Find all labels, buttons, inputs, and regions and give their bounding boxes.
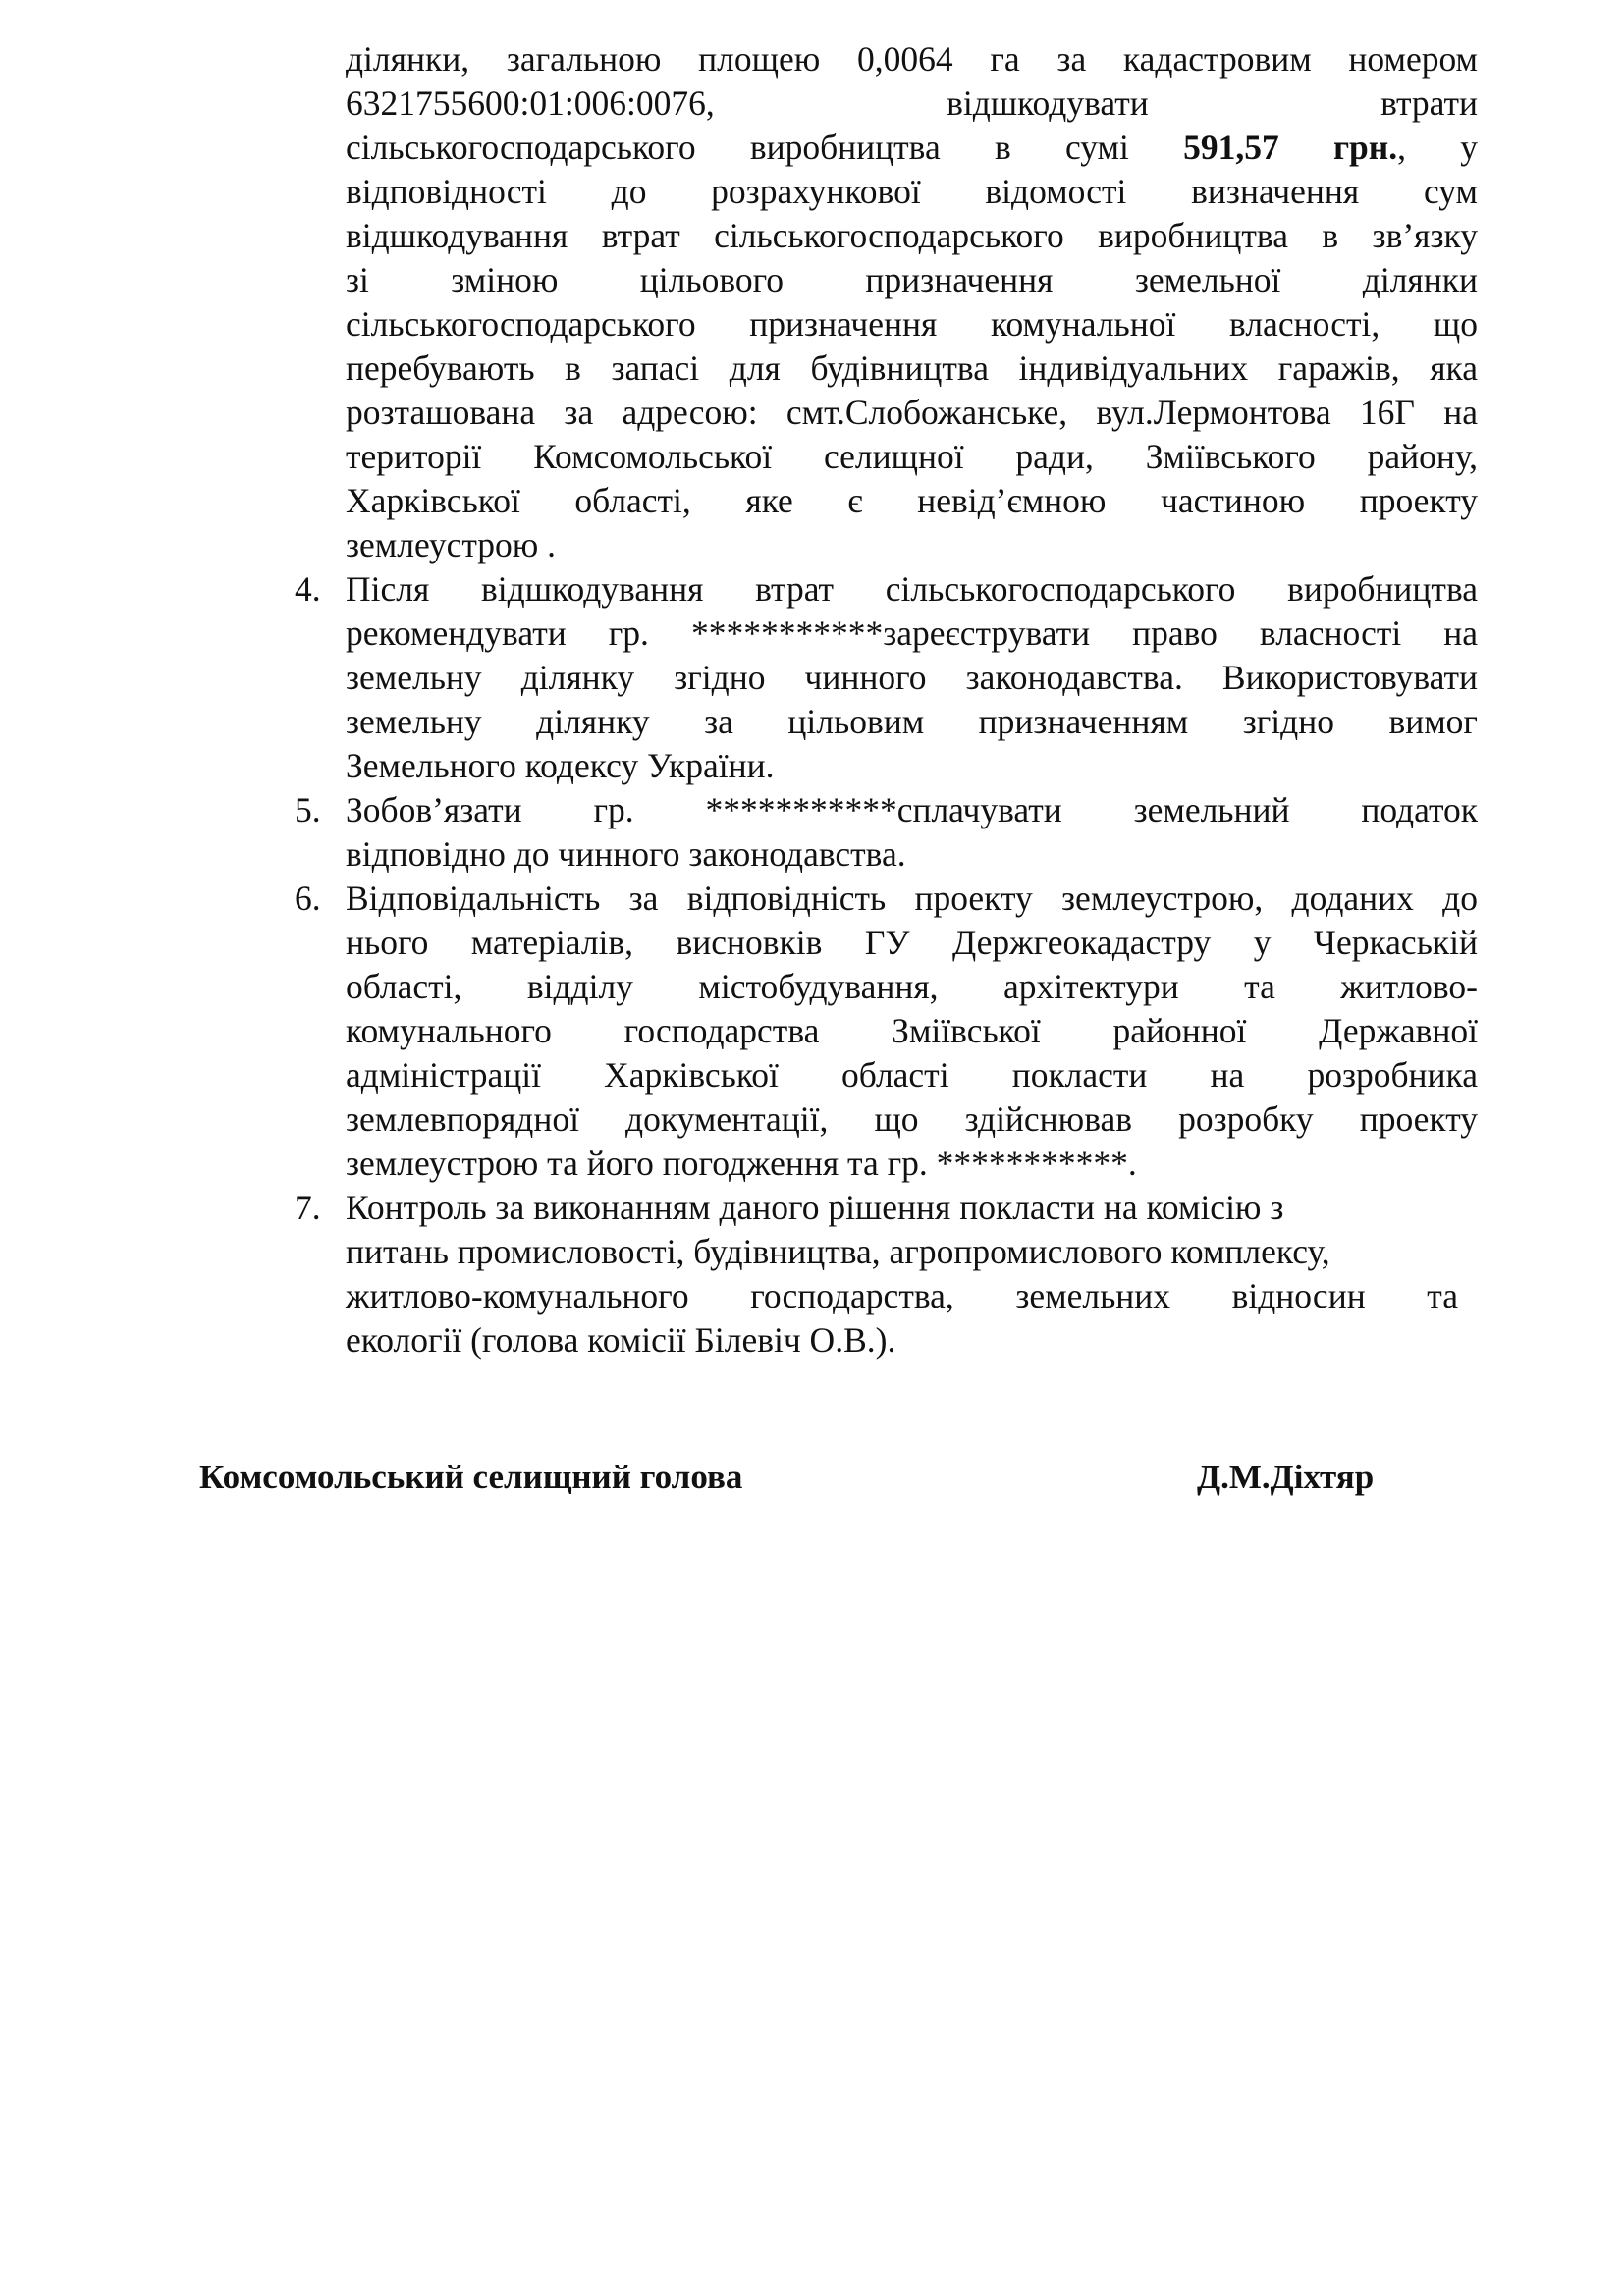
list-item-number: 7.: [295, 1188, 321, 1227]
text-line: Контроль за виконанням даного рішення покласти на комісію з: [346, 1188, 1284, 1227]
text-line: перебувають в запасі для будівництва індивідуальних гаражів, яка: [346, 348, 1478, 388]
text-line: рекомендувати гр. ***********зареєструвати право власності на: [346, 614, 1478, 653]
signatory-name: Д.М.Діхтяр: [1197, 1458, 1375, 1496]
list-item-6: [295, 877, 1478, 1186]
text-line: території Комсомольської селищної ради, Зміївського району,: [346, 437, 1478, 476]
text-fragment: сільськогосподарського виробництва в сумі: [346, 128, 1184, 167]
text-line: питань промисловості, будівництва, агропромислового комплексу,: [346, 1232, 1330, 1271]
text-line: екології (голова комісії Білевіч О.В.).: [346, 1320, 896, 1360]
list-item-number: 6.: [295, 879, 321, 918]
text-line: адміністрації Харківської області покласти на розробника: [346, 1055, 1478, 1095]
text-line: зі зміною цільового призначення земельної ділянки: [346, 260, 1478, 299]
text-line: розташована за адресою: смт.Слобожанське, вул.Лермонтова 16Г на: [346, 393, 1478, 432]
text-line: землевпорядної документації, що здійснював розробку проекту: [346, 1099, 1478, 1139]
decision-text: [295, 37, 1478, 1362]
text-line: земельну ділянку за цільовим призначенням згідно вимог: [346, 702, 1478, 741]
list-item-number: 4.: [295, 569, 321, 609]
text-line: землеустрою .: [346, 525, 557, 564]
compensation-amount: 591,57 грн.: [1183, 128, 1398, 167]
text-line: комунального господарства Зміївської районної Державної: [346, 1011, 1478, 1050]
text-line: Харківської області, яке є невід’ємною частиною проекту: [346, 481, 1478, 520]
text-line: Після відшкодування втрат сільськогосподарського виробництва: [346, 569, 1478, 609]
list-item-5: [295, 788, 1478, 877]
text-line: сільськогосподарського призначення комунальної власності, що: [346, 304, 1478, 344]
list-item-4: [295, 567, 1478, 788]
text-line: нього матеріалів, висновків ГУ Держгеокадастру у Черкаській: [346, 923, 1478, 962]
text-line: Відповідальність за відповідність проекту землеустрою, доданих до: [346, 879, 1478, 918]
continuation-paragraph: [346, 37, 1478, 567]
text-line: землеустрою та його погодження та гр. ***********.: [346, 1144, 1137, 1183]
text-line: відповідності до розрахункової відомості визначення сум: [346, 172, 1478, 211]
text-fragment: , у: [1397, 128, 1478, 167]
signatory-title: Комсомольський селищний голова: [199, 1458, 743, 1496]
list-item-7: [295, 1186, 1478, 1362]
text-line: ділянки, загальною площею 0,0064 га за кадастровим номером: [346, 39, 1478, 79]
text-line: Земельного кодексу України.: [346, 746, 775, 785]
text-line: Зобов’язати гр. ***********сплачувати земельний податок: [346, 790, 1478, 829]
text-line: земельну ділянку згідно чинного законодавства. Використовувати: [346, 658, 1478, 697]
list-item-number: 5.: [295, 790, 321, 829]
text-line: відшкодування втрат сільськогосподарського виробництва в зв’язку: [346, 216, 1478, 255]
text-line: області, відділу містобудування, архітектури та житлово-: [346, 967, 1478, 1006]
text-line: відповідно до чинного законодавства.: [346, 834, 906, 874]
text-line: житлово-комунального господарства, земельних відносин та: [346, 1276, 1458, 1315]
text-line-with-amount: [346, 126, 1478, 170]
text-line: 6321755600:01:006:0076, відшкодувати втрати: [346, 83, 1478, 123]
